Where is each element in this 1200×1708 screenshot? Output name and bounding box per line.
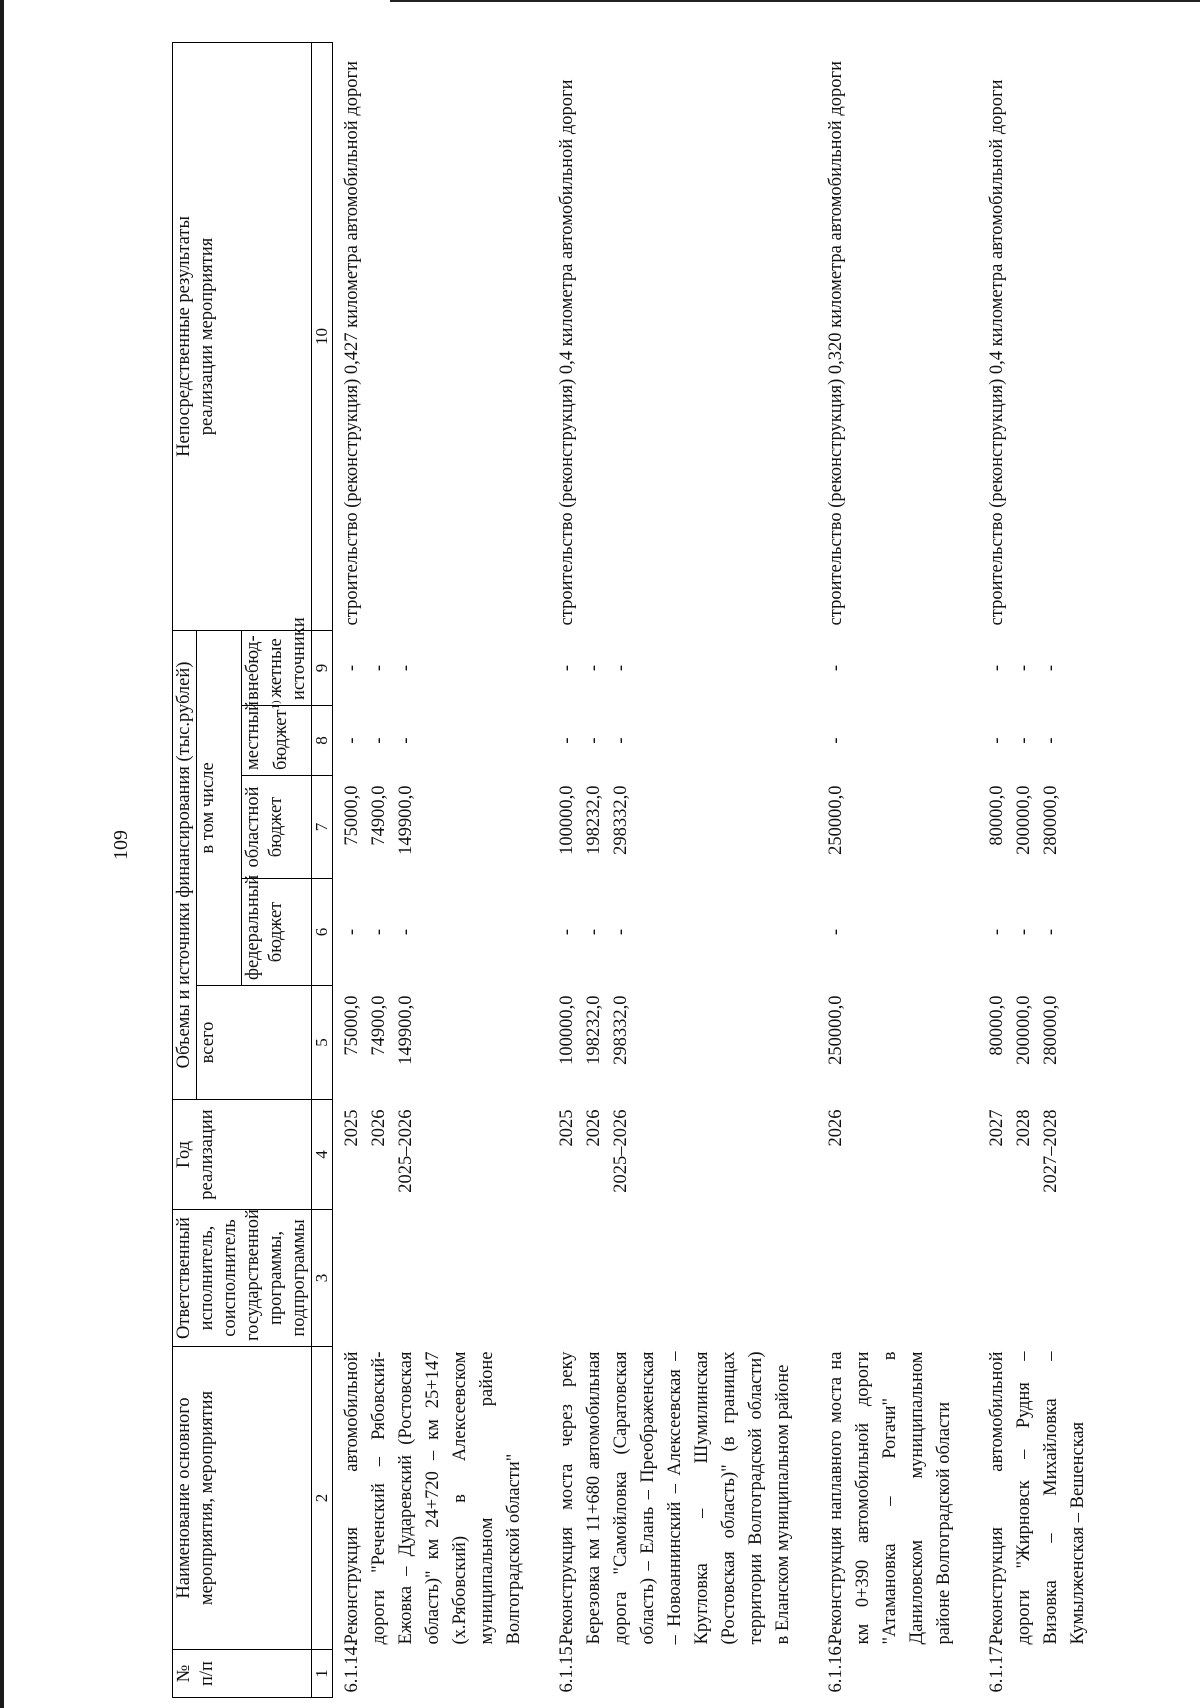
header-financing-group: Объемы и источники финансирования (тыс.рублей) bbox=[173, 630, 197, 1099]
financing-total bbox=[797, 986, 958, 1100]
total-value: 200000,0 bbox=[1014, 995, 1034, 1065]
table-header bbox=[173, 42, 333, 1697]
financing-federal bbox=[958, 879, 1092, 986]
column-number: 5 bbox=[312, 986, 333, 1100]
financing-extrabudget bbox=[528, 630, 797, 705]
measure-years bbox=[333, 1100, 529, 1210]
measure-executor bbox=[958, 1210, 1092, 1347]
federal-value: - bbox=[396, 928, 416, 936]
local-value: - bbox=[342, 737, 362, 744]
financing-regional bbox=[958, 776, 1092, 879]
federal-value: - bbox=[557, 928, 577, 936]
local-value: - bbox=[611, 737, 631, 744]
measure-executor bbox=[528, 1210, 797, 1347]
column-number: 8 bbox=[312, 706, 333, 776]
regional-value: 298332,0 bbox=[611, 785, 631, 855]
local-value: - bbox=[557, 737, 577, 744]
federal-value: - bbox=[1014, 928, 1034, 936]
extra-value: - bbox=[342, 664, 362, 672]
financing-federal bbox=[528, 879, 797, 986]
year-value: 2027–2028 bbox=[1041, 1109, 1061, 1193]
measure-number: 6.1.17. bbox=[987, 1641, 1007, 1693]
measure-name: Реконструкция автомобильной дороги "Жирновск – Рудня – Визовка – Михайловка – Кумылженская – Вешенская bbox=[987, 1351, 1088, 1645]
measure-years bbox=[797, 1100, 958, 1210]
program-measures-table bbox=[172, 42, 1092, 1698]
federal-value: - bbox=[987, 928, 1007, 936]
extra-value: - bbox=[584, 664, 604, 672]
local-value: - bbox=[1041, 737, 1061, 744]
regional-value: 100000,0 bbox=[557, 785, 577, 855]
measure-years bbox=[528, 1100, 797, 1210]
measure-result: строительство (реконструкция) 0,427 километра автомобильной дороги bbox=[342, 61, 362, 626]
measure-name: Реконструкция моста через реку Березовка км 11+680 автомобильная дорога "Самойловка (Саратовская область) – Елань – Преображенская – Новоаннинский – Алексеевская – Кругловка – Шумилинская (Ростовская область)" (в границах территории Волгоградской области) в Еланском муниципальном районе bbox=[557, 1351, 793, 1645]
table-row bbox=[528, 42, 797, 1697]
federal-value: - bbox=[611, 928, 631, 936]
year-value: 2026 bbox=[826, 1109, 846, 1147]
financing-regional bbox=[797, 776, 958, 879]
federal-value: - bbox=[342, 928, 362, 936]
year-value: 2025–2026 bbox=[611, 1109, 631, 1193]
total-value: 149900,0 bbox=[396, 995, 416, 1065]
total-value: 198232,0 bbox=[584, 995, 604, 1065]
measure-executor bbox=[797, 1210, 958, 1347]
financing-extrabudget bbox=[333, 630, 529, 705]
local-value: - bbox=[987, 737, 1007, 744]
total-value: 100000,0 bbox=[557, 995, 577, 1065]
financing-extrabudget bbox=[958, 630, 1092, 705]
extra-value: - bbox=[826, 664, 846, 672]
extra-value: - bbox=[396, 664, 416, 672]
local-value: - bbox=[1014, 737, 1034, 744]
header-results: Непосредственные результаты реализации мероприятия bbox=[173, 42, 312, 630]
regional-value: 80000,0 bbox=[987, 785, 1007, 846]
column-number: 6 bbox=[312, 879, 333, 986]
measure-number: 6.1.15. bbox=[557, 1641, 577, 1693]
header-including: в том числе bbox=[197, 630, 242, 985]
table-row bbox=[333, 42, 529, 1697]
measure-years bbox=[958, 1100, 1092, 1210]
financing-federal bbox=[333, 879, 529, 986]
financing-local bbox=[797, 706, 958, 776]
year-value: 2025–2026 bbox=[396, 1109, 416, 1193]
header-year: Год реализации bbox=[173, 1100, 312, 1210]
total-value: 74900,0 bbox=[369, 995, 389, 1056]
local-value: - bbox=[396, 737, 416, 744]
header-extrabudget: внебюд- жетные источники bbox=[242, 630, 312, 705]
financing-local bbox=[333, 706, 529, 776]
header-regional: областной бюджет bbox=[242, 776, 312, 879]
regional-value: 200000,0 bbox=[1014, 785, 1034, 855]
column-number: 9 bbox=[312, 630, 333, 705]
local-value: - bbox=[826, 737, 846, 744]
rotated-page-content bbox=[172, 43, 1192, 1698]
measure-result: строительство (реконструкция) 0,320 километра автомобильной дороги bbox=[826, 61, 846, 626]
federal-value: - bbox=[1041, 928, 1061, 936]
scan-edge-left bbox=[0, 0, 4, 1708]
page-number: 109 bbox=[110, 830, 132, 860]
table-row bbox=[797, 42, 958, 1697]
measure-executor bbox=[333, 1210, 529, 1347]
measure-number: 6.1.14. bbox=[342, 1641, 362, 1693]
financing-total bbox=[333, 986, 529, 1100]
header-total: всего bbox=[197, 986, 312, 1100]
financing-local bbox=[958, 706, 1092, 776]
scan-edge-top bbox=[390, 0, 1200, 2]
regional-value: 198232,0 bbox=[584, 785, 604, 855]
year-value: 2026 bbox=[584, 1109, 604, 1147]
measure-name: Реконструкция автомобильной дороги "Реченский – Рябовский-Ежовка – Дударевский (Ростовская область)" км 24+720 – км 25+147 (х.Рябовский) в Алексеевском муниципальном районе Волгоградской области" bbox=[342, 1351, 524, 1645]
federal-value: - bbox=[369, 928, 389, 936]
financing-regional bbox=[528, 776, 797, 879]
column-number: 3 bbox=[312, 1210, 333, 1347]
measure-name: Реконструкция наплавного моста на км 0+390 автомобильной дороги "Атамановка – Рогачи" в Даниловском муниципальном районе Волгоградской области bbox=[826, 1351, 954, 1645]
header-local bbox=[242, 700, 312, 776]
year-value: 2028 bbox=[1014, 1109, 1034, 1147]
regional-value: 75000,0 bbox=[342, 785, 362, 846]
measure-result: строительство (реконструкция) 0,4 километра автомобильной дороги bbox=[557, 79, 577, 626]
extra-value: - bbox=[369, 664, 389, 672]
year-value: 2027 bbox=[987, 1109, 1007, 1147]
total-value: 280000,0 bbox=[1041, 995, 1061, 1065]
financing-extrabudget bbox=[797, 630, 958, 705]
federal-value: - bbox=[826, 928, 846, 936]
regional-value: 250000,0 bbox=[826, 785, 846, 855]
table-body bbox=[333, 42, 1093, 1697]
header-local-footnote: 1) bbox=[270, 700, 282, 710]
extra-value: - bbox=[611, 664, 631, 672]
extra-value: - bbox=[1041, 664, 1061, 672]
column-number: 10 bbox=[312, 42, 333, 630]
column-number: 4 bbox=[312, 1100, 333, 1210]
local-value: - bbox=[369, 737, 389, 744]
extra-value: - bbox=[557, 664, 577, 672]
local-value: - bbox=[584, 737, 604, 744]
financing-federal bbox=[797, 879, 958, 986]
total-value: 80000,0 bbox=[987, 995, 1007, 1056]
year-value: 2025 bbox=[342, 1109, 362, 1147]
header-local-label: местный бюджет bbox=[243, 701, 292, 770]
year-value: 2026 bbox=[369, 1109, 389, 1147]
financing-total bbox=[958, 986, 1092, 1100]
total-value: 75000,0 bbox=[342, 995, 362, 1056]
column-number: 2 bbox=[312, 1347, 333, 1650]
federal-value: - bbox=[584, 928, 604, 936]
financing-local bbox=[528, 706, 797, 776]
table-row bbox=[958, 42, 1092, 1697]
year-value: 2025 bbox=[557, 1109, 577, 1147]
extra-value: - bbox=[987, 664, 1007, 672]
measure-result: строительство (реконструкция) 0,4 километра автомобильной дороги bbox=[987, 79, 1007, 626]
financing-regional bbox=[333, 776, 529, 879]
regional-value: 280000,0 bbox=[1041, 785, 1061, 855]
financing-total bbox=[528, 986, 797, 1100]
regional-value: 74900,0 bbox=[369, 785, 389, 846]
measure-number: 6.1.16. bbox=[826, 1641, 846, 1693]
column-number: 1 bbox=[312, 1650, 333, 1698]
column-number: 7 bbox=[312, 776, 333, 879]
header-executor: Ответственный исполнитель, соисполнитель государственной программы, подпрограммы bbox=[173, 1210, 312, 1347]
header-federal: федеральный бюджет bbox=[242, 879, 312, 986]
extra-value: - bbox=[1014, 664, 1034, 672]
total-value: 250000,0 bbox=[826, 995, 846, 1065]
regional-value: 149900,0 bbox=[396, 785, 416, 855]
total-value: 298332,0 bbox=[611, 995, 631, 1065]
header-number: № п/п bbox=[173, 1650, 312, 1698]
header-measure-name: Наименование основного мероприятия, мероприятия bbox=[173, 1347, 312, 1650]
